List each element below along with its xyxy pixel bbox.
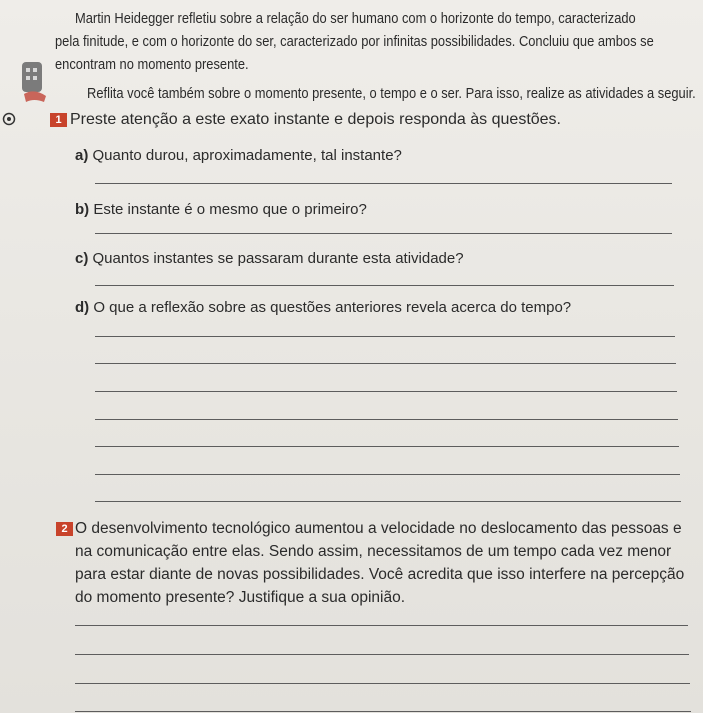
question-b-text: Este instante é o mesmo que o primeiro? <box>93 201 367 218</box>
activity-1-prompt: Preste atenção a este exato instante e depois responda às questões. <box>70 111 561 128</box>
question-c-text: Quantos instantes se passaram durante esta atividade? <box>92 250 464 267</box>
activity-2-line-3: para estar diante de novas possibilidades. Você acredita que isso interfere na percepção <box>75 566 685 583</box>
question-c <box>75 250 464 267</box>
activity-1-badge: 1 <box>50 113 67 127</box>
question-d-label: d) <box>75 299 90 316</box>
answer-line-d-7[interactable] <box>95 501 681 502</box>
answer-line-d-4[interactable] <box>95 419 678 420</box>
activity-2-badge: 2 <box>56 522 73 536</box>
question-a-text: Quanto durou, aproximadamente, tal instante? <box>92 147 402 164</box>
question-d <box>75 299 571 316</box>
answer-line-2-4[interactable] <box>75 711 691 712</box>
activity-2-line-4: do momento presente? Justifique a sua opinião. <box>75 589 406 606</box>
answer-line-2-2[interactable] <box>75 654 689 655</box>
answer-line-d-5[interactable] <box>95 446 679 447</box>
activity-marker-icon <box>2 112 16 126</box>
intro-line-4: Reflita você também sobre o momento presente, o tempo e o ser. Para isso, realize as atividades a seguir. <box>87 85 696 102</box>
reflection-icon <box>18 60 50 120</box>
question-a <box>75 147 402 164</box>
answer-line-c[interactable] <box>95 285 674 286</box>
question-a-label: a) <box>75 147 89 164</box>
answer-line-d-1[interactable] <box>95 336 675 337</box>
intro-line-1: Martin Heidegger refletiu sobre a relação do ser humano com o horizonte do tempo, caracterizado <box>75 10 636 27</box>
intro-line-3: encontram no momento presente. <box>55 56 249 73</box>
answer-line-b[interactable] <box>95 233 672 234</box>
activity-2-line-2: na comunicação entre elas. Sendo assim, necessitamos de um tempo cada vez menor <box>75 543 672 560</box>
answer-line-2-1[interactable] <box>75 625 688 626</box>
answer-line-d-2[interactable] <box>95 363 676 364</box>
intro-line-2: pela finitude, e com o horizonte do ser, caracterizado por infinitas possibilidades. Concluiu que ambos se <box>55 33 654 50</box>
question-b-label: b) <box>75 201 90 218</box>
question-c-label: c) <box>75 250 89 267</box>
activity-2-line-1: O desenvolvimento tecnológico aumentou a velocidade no deslocamento das pessoas e <box>75 520 682 537</box>
answer-line-d-6[interactable] <box>95 474 680 475</box>
question-d-text: O que a reflexão sobre as questões anteriores revela acerca do tempo? <box>93 299 572 316</box>
answer-line-a[interactable] <box>95 183 672 184</box>
answer-line-d-3[interactable] <box>95 391 677 392</box>
question-b <box>75 201 367 218</box>
answer-line-2-3[interactable] <box>75 683 690 684</box>
